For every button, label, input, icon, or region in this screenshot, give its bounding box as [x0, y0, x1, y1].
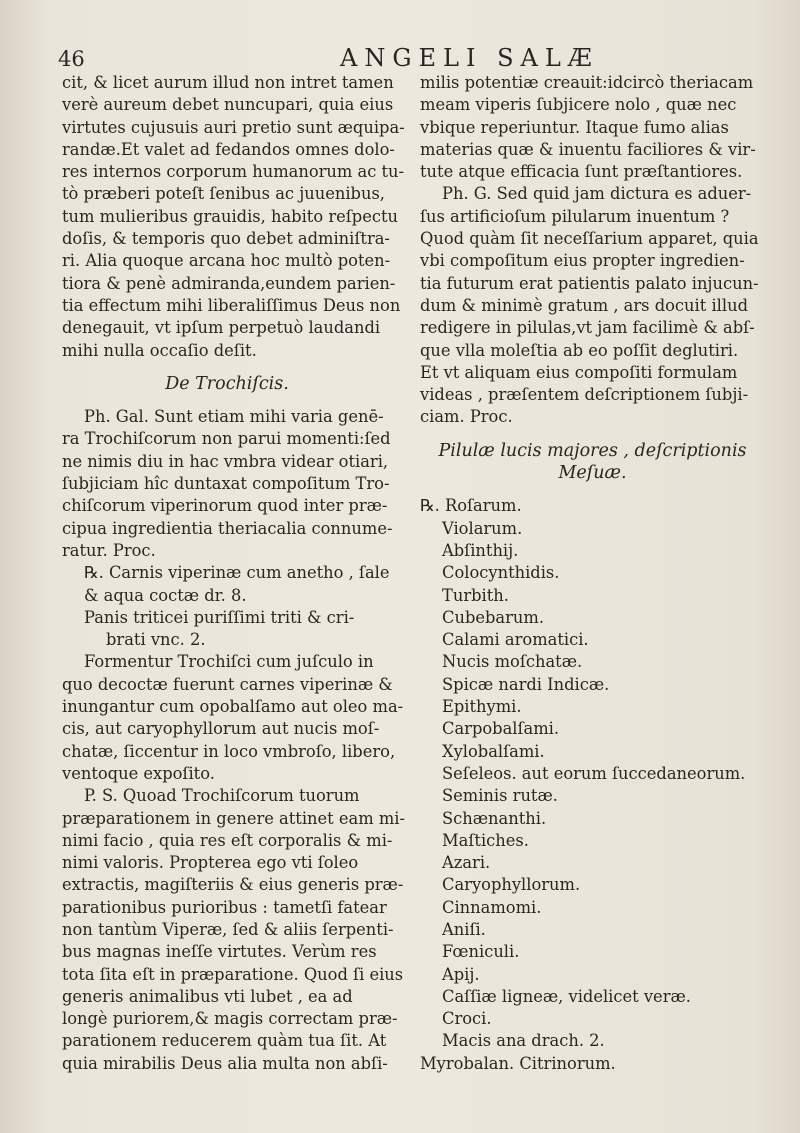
text-line: non tantùm Viperæ, ſed & aliis ſerpenti-: [62, 919, 394, 939]
text-line: ſubjiciam hîc duntaxat compoſitum Tro-: [62, 474, 390, 494]
text-line: milis potentiæ creauit:idcircò theriacam: [420, 73, 754, 92]
text-line: bus magnas ineſſe virtutes. Verùm res: [62, 942, 377, 962]
text-line: tum mulieribus grauidis, habito reſpectu: [62, 206, 398, 226]
paragraph: [62, 72, 405, 362]
text-line: quo decoctæ fuerunt carnes viperinæ &: [62, 674, 393, 694]
section-heading: Meſuæ.: [558, 463, 627, 484]
recipe-line: brati vnc. 2.: [106, 630, 206, 650]
recipe-line: Nucis moſchatæ.: [442, 652, 583, 672]
recipe: [62, 562, 392, 651]
text-line: mihi nulla occaſio deſit.: [62, 340, 257, 360]
recipe-line: Schænanthi.: [442, 808, 547, 828]
text-line: meam viperis ſubjicere nolo , quæ nec: [420, 95, 737, 115]
text-line: tò præberi poteſt ſenibus ac juuenibus,: [62, 184, 385, 204]
text-line: vbique reperiuntur. Itaque fumo alias: [420, 117, 729, 137]
recipe-line: Maſtiches.: [442, 830, 529, 850]
recipe-line: Epithymi.: [442, 697, 522, 717]
paragraph: [62, 785, 405, 1075]
recipe-line: Carpobalſami.: [442, 719, 560, 739]
text-line: ne nimis diu in hac vmbra videar otiari,: [62, 451, 389, 471]
text-line: extractis, magiſteriis & eius generis præ-: [62, 875, 404, 895]
text-line: materias quæ & inuentu faciliores & vir-: [420, 139, 756, 159]
recipe-line: Croci.: [442, 1009, 492, 1029]
paragraph: [62, 406, 392, 562]
recipe-line: Xylobalſami.: [442, 741, 545, 761]
text-line: cit, & licet aurum illud non intret tamen: [62, 73, 394, 92]
recipe-line: Fœniculi.: [442, 942, 520, 962]
text-line: ſus artificioſum pilularum inuentum ?: [420, 206, 730, 226]
text-line: cis, aut caryophyllorum aut nucis moſ-: [62, 719, 380, 739]
paragraph: [420, 72, 765, 183]
text-line: ciam. Proc.: [420, 407, 513, 427]
recipe-line: Abſinthij.: [442, 540, 519, 560]
recipe-line: Macis ana drach. 2.: [442, 1031, 605, 1051]
section-heading: Pilulæ lucis majores , deſcriptionis: [438, 440, 747, 461]
text-line: dum & minimè gratum , ars docuit illud: [420, 295, 748, 315]
text-line: randæ.Et valet ad fedandos omnes dolo-: [62, 139, 395, 159]
text-line: verè aureum debet nuncupari, quia eius: [62, 95, 394, 115]
text-line: chatæ, ſiccentur in loco vmbroſo, libero,: [62, 741, 396, 761]
text-line: P. S. Quoad Trochiſcorum tuorum: [84, 786, 360, 806]
text-line: tia futurum erat patientis palato injucun-: [420, 273, 759, 293]
recipe: [420, 495, 765, 1075]
recipe-line: Myrobalan. Citrinorum.: [420, 1053, 616, 1073]
text-line: chiſcorum viperinorum quod inter præ-: [62, 496, 388, 516]
text-line: ra Trochiſcorum non parui momenti:ſed: [62, 429, 391, 449]
text-line: tute atque efficacia ſunt præſtantiores.: [420, 162, 743, 182]
text-line: Quod quàm ſit neceſſarium apparet, quia: [420, 229, 759, 249]
recipe-line: Azari.: [442, 853, 491, 873]
recipe-line: Seſeleos. aut eorum ſuccedaneorum.: [442, 763, 746, 783]
text-line: quia mirabilis Deus alia multa non abſi-: [62, 1053, 388, 1073]
recipe-line: Calami aromatici.: [442, 630, 589, 650]
text-line: ri. Alia quoque arcana hoc multò poten-: [62, 251, 391, 271]
text-line: denegauit, vt ipſum perpetuò laudandi: [62, 318, 381, 338]
text-line: videas , præſentem deſcriptionem ſubji-: [420, 385, 749, 405]
page-number: 46: [58, 47, 85, 71]
recipe-line: Caryophyllorum.: [442, 875, 581, 895]
text-line: ratur. Proc.: [62, 540, 156, 560]
recipe-line: Panis triticei puriſſimi triti & cri-: [84, 607, 355, 627]
recipe-line: Apij.: [442, 964, 480, 984]
text-line: que vlla moleſtia ab eo poſſit deglutiri.: [420, 340, 739, 360]
text-line: tiora & penè admiranda,eundem parien-: [62, 273, 396, 293]
recipe-line: ℞. Roſarum.: [420, 496, 522, 516]
text-line: redigere in pilulas,vt jam facilimè & abſ-: [420, 318, 755, 338]
text-line: longè puriorem,& magis correctam præ-: [62, 1009, 398, 1029]
text-line: præparationem in genere attinet eam mi-: [62, 808, 405, 828]
section-heading: De Trochiſcis.: [165, 373, 289, 394]
text-line: parationibus purioribus : tametſi fatear: [62, 897, 387, 917]
paragraph: [420, 183, 765, 428]
recipe-line: Spicæ nardi Indicæ.: [442, 674, 610, 694]
text-line: vbi compoſitum eius propter ingredien-: [420, 251, 745, 271]
text-line: doſis, & temporis quo debet adminiſtra-: [62, 229, 390, 249]
left-column: [62, 72, 405, 1075]
text-line: generis animalibus vti lubet , ea ad: [62, 986, 353, 1006]
text-line: cipua ingredientia theriacalia connume-: [62, 518, 393, 538]
recipe-line: Violarum.: [442, 518, 523, 538]
text-line: ventoque expoſito.: [62, 763, 215, 783]
recipe-line: Seminis rutæ.: [442, 786, 558, 806]
recipe-line: Cubebarum.: [442, 607, 545, 627]
right-column: [420, 72, 765, 1075]
recipe-line: Turbith.: [442, 585, 509, 605]
recipe-line: Cinnamomi.: [442, 897, 542, 917]
paragraph: [62, 651, 404, 785]
recipe-line: & aqua coctæ dr. 8.: [84, 585, 247, 605]
recipe-line: Caſſiæ ligneæ, videlicet veræ.: [442, 986, 691, 1006]
recipe-line: Colocynthidis.: [442, 563, 560, 583]
text-line: Formentur Trochiſci cum juſculo in: [84, 652, 374, 672]
text-line: res internos corporum humanorum ac tu-: [62, 162, 405, 182]
text-line: Ph. G. Sed quid jam dictura es aduer-: [442, 184, 752, 204]
text-line: tota ſita eſt in præparatione. Quod ſi eius: [62, 964, 404, 984]
text-line: nimi facio , quia res eſt corporalis & mi-: [62, 830, 393, 850]
text-line: Et vt aliquam eius compoſiti formulam: [420, 362, 738, 382]
text-line: virtutes cujusuis auri pretio sunt æquipa-: [62, 117, 405, 137]
text-line: Ph. Gal. Sunt etiam mihi varia genē-: [84, 407, 384, 427]
text-line: inungantur cum opobalſamo aut oleo ma-: [62, 697, 404, 717]
text-line: nimi valoris. Propterea ego vti ſoleo: [62, 853, 359, 873]
recipe-line: Aniſi.: [442, 919, 486, 939]
text-line: tia effectum mihi liberaliſſimus Deus non: [62, 295, 401, 315]
recipe-line: ℞. Carnis viperinæ cum anetho , ſale: [84, 563, 390, 583]
text-line: parationem reducerem quàm tua ſit. At: [62, 1031, 387, 1051]
running-head: ANGELI SALÆ: [340, 44, 599, 72]
